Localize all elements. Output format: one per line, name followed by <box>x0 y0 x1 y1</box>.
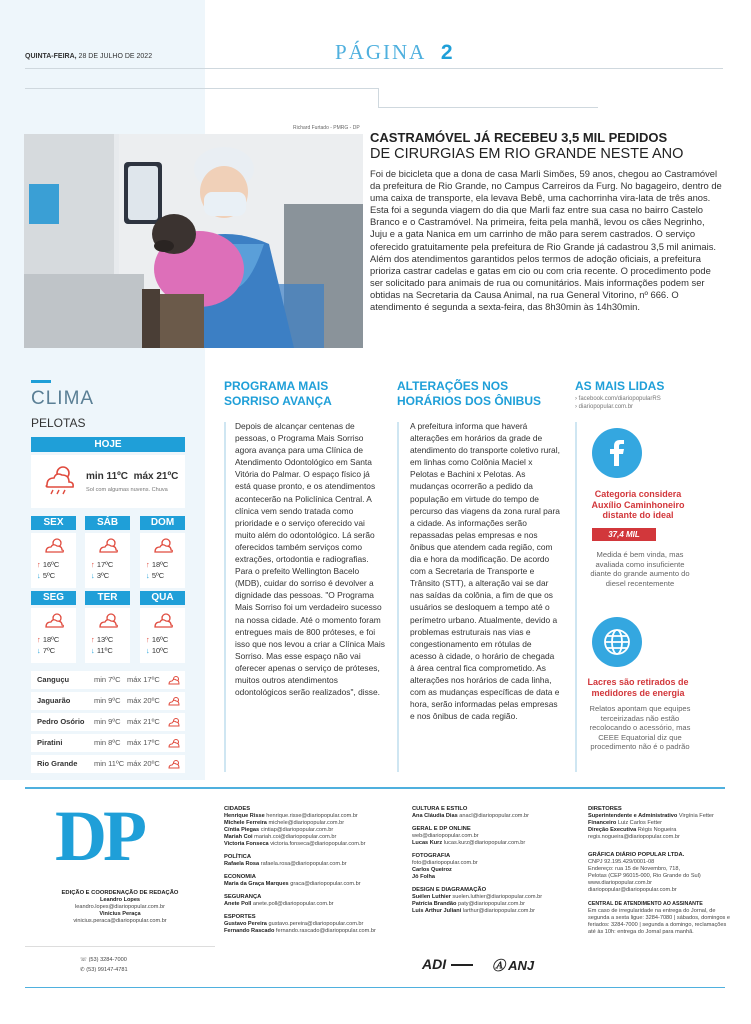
onibus-title: ALTERAÇÕES NOS HORÁRIOS DOS ÔNIBUS <box>397 379 542 408</box>
edition-date: QUINTA-FEIRA, 28 DE JULHO DE 2022 <box>25 53 153 60</box>
lead-title: CASTRAMÓVEL JÁ RECEBEU 3,5 MIL PEDIDOS <box>370 130 668 145</box>
phone-block: ☏ (53) 3284-7000 ✆ (53) 99147-4781 <box>80 957 128 973</box>
today-header: HOJE <box>31 437 185 452</box>
sun-cloud-icon <box>168 738 180 748</box>
day-max: ↑ 17ºC <box>91 560 114 569</box>
footer-contact: Victoria Fonseca victoria.fonseca@diariopopular.com.br <box>224 841 366 847</box>
grafica-line: www.diariopopular.com.br <box>588 880 653 886</box>
day-max: ↑ 13ºC <box>91 635 114 644</box>
column-rule <box>397 422 399 772</box>
grafica-line: diariopopular@diariopopular.com.br <box>588 887 677 893</box>
most-read-2-body: Relatos apontam que equipes terceirizadas não estão recolocando o acessório, mas CEEE Equatorial diz que procedimento não é o padrão <box>589 704 691 751</box>
lead-photo[interactable] <box>24 134 363 348</box>
footer-bottom-rule <box>25 987 725 988</box>
grafica-line: CNPJ 92.195.429/0001-08 <box>588 859 655 865</box>
lead-body: Foi de bicicleta que a dona de casa Marli Simões, 59 anos, chegou ao Castramóvel da prefeitura de Rio Grande, no Campus Carreiros da Furg. No bagageiro, dentro de uma caixa de transporte, ela levava Bebê, uma cachorrinha vira-lata de três anos. Esta foi a segunda viagem do dia que Marli faz entre sua casa no bairro Castelo Branco e o Castramóvel. Na primeira, feita pela manhã, levou os cães Negrinho, Juju e a gata Nanica em um carrinho de mão para serem castrados. O serviço oferecido gratuitamente pela prefeitura de Rio Grande já cadastrou 3,5 mil animais. Além dos atendimentos garantidos pelos termos de adoção oficiais, a prefeitura prioriza castrar cadelas e gatas em cio ou com cria recente. O procedimento pode ser solicitado para animais de rua ou comunitários. Mais informações podem ser obtidas na Secretaria da Causa Animal, na rua General Vitorino, nº 666. O atendimento é segunda a sexta-feira, das 8h30min às 14h30min. <box>370 168 722 313</box>
grafica-line: Endereço: rua 15 de Novembro, 718, <box>588 866 681 872</box>
rule <box>378 88 379 108</box>
forecast-day-header: SEG <box>31 591 76 605</box>
footer-contact: web@diariopopular.com.br <box>412 833 479 839</box>
day-min: ↓ 3ºC <box>91 571 110 580</box>
forecast-day-box <box>140 533 185 588</box>
director-line: Direção Executiva Régis Nogueira <box>588 827 677 833</box>
director-line: regis.nogueira@diariopopular.com.br <box>588 834 680 840</box>
footer-section-head: FOTOGRAFIA <box>412 853 451 859</box>
anj-logo: Ⓐ ANJ <box>492 958 535 973</box>
today-forecast <box>31 455 185 508</box>
footer-contact: Suélen Luthier suelen.luthier@diariopopular.com.br <box>412 894 543 900</box>
rule <box>25 88 379 89</box>
forecast-day-box <box>31 608 76 663</box>
section-accent <box>31 380 51 383</box>
city-min: min 7ºC <box>94 675 121 684</box>
city-min: min 8ºC <box>94 738 121 747</box>
director-line: Financeiro Luiz Carlos Fetter <box>588 820 663 826</box>
facebook-link[interactable]: › facebook.com/diariopopularRS <box>575 396 661 402</box>
footer-contact: Maria da Graça Marques graca@diariopopular.com.br <box>224 881 361 887</box>
most-read-1-title[interactable]: Categoria considera Auxílio Caminhoneiro distante do ideal <box>591 489 685 520</box>
sun-cloud-icon <box>43 537 65 555</box>
day-min: ↓ 5ºC <box>37 571 56 580</box>
page-indicator: PÁGINA 2 <box>335 40 455 64</box>
weather-city: PELOTAS <box>31 416 86 430</box>
forecast-day-header: TER <box>85 591 130 605</box>
sun-cloud-icon <box>168 759 180 769</box>
sun-cloud-icon <box>168 717 180 727</box>
city-min: min 11ºC <box>94 759 125 768</box>
day-min: ↓ 7ºC <box>37 646 56 655</box>
city-row <box>31 755 185 773</box>
footer-contact: Rafaela Rosa rafaela.rosa@diariopopular.com.br <box>224 861 347 867</box>
sorriso-body: Depois de alcançar centenas de pessoas, o Programa Mais Sorriso agora avança para uma Clínica de Atendimento Odontológico em Santa Vitória do Palmar. O espaço físico já está quase pronto, e os atendimentos acontecerão na Policlínica Central. A clínica vem sendo tratada como prioridade e o serviço oferecido vai muito além do odontológico. Lá serão oferecidos também serviços como extrações, ortodontia e radiografias. Para o prefeito Wellington Bacelo (MDB), cuidar do sorriso é devolver a dignidade das pessoas. "O Programa Mais Sorriso foi um verdadeiro sucesso na nossa cidade. Até o momento foram entregues mais de 800 próteses, e foi isso que nos levou a criar a Clínica Mais Sorriso. Mas esse espaço não vai oferecer apenas o serviço de próteses, muitos outros atendimentos odontológicos serão realizados", disse. <box>235 421 385 698</box>
city-row <box>31 692 185 710</box>
globe-icon <box>592 617 642 667</box>
today-max: máx 21ºC <box>133 471 179 482</box>
mais-lidas-title: AS MAIS LIDAS <box>575 379 665 393</box>
footer-section-head: CIDADES <box>224 806 251 812</box>
sun-cloud-icon <box>168 675 180 685</box>
column-rule <box>224 422 226 772</box>
footer-contact: Luis Arthur Juliani larthur@diariopopular.com.br <box>412 908 535 914</box>
day-min: ↓ 5ºC <box>146 571 165 580</box>
footer-contact: Henrique Risse henrique.risse@diariopopular.com.br <box>224 813 358 819</box>
facebook-icon <box>592 428 642 478</box>
divider <box>25 946 215 947</box>
footer-contact: Gustavo Pereira gustavo.pereira@diariopopular.com.br <box>224 921 364 927</box>
sun-cloud-icon <box>97 612 119 630</box>
weather-section-title: CLIMA <box>31 388 95 409</box>
vet-with-dog-illustration <box>24 134 363 348</box>
director-line: Superintendente e Administrativo Virgínia Fetter <box>588 813 714 819</box>
city-max: máx 21ºC <box>127 717 160 726</box>
most-read-2-title[interactable]: Lacres são retirados de medidores de energia <box>587 677 689 698</box>
footer-contact: Fernando Rascado fernando.rascado@diariopopular.com.br <box>224 928 376 934</box>
city-min: min 9ºC <box>94 717 121 726</box>
footer-section-head: CULTURA E ESTILO <box>412 806 468 812</box>
forecast-day-box <box>85 608 130 663</box>
city-max: máx 17ºC <box>127 738 160 747</box>
footer-section-head: SEGURANÇA <box>224 894 262 900</box>
day-max: ↑ 16ºC <box>37 560 60 569</box>
forecast-day-header: SEX <box>31 516 76 530</box>
sun-cloud-rain-icon <box>41 463 77 495</box>
day-max: ↑ 18ºC <box>146 560 169 569</box>
footer-contact: Lucas Kurz lucas.kurz@diariopopular.com.br <box>412 840 526 846</box>
day-min: ↓ 11ºC <box>91 646 113 655</box>
footer-section-head: POLÍTICA <box>224 854 252 860</box>
adi-logo: ADI <box>422 956 482 974</box>
city-row <box>31 713 185 731</box>
day-min: ↓ 10ºC <box>146 646 169 655</box>
sun-cloud-icon <box>152 537 174 555</box>
onibus-body: A prefeitura informa que haverá alterações em horários da grade de atendimento do transporte coletivo rural, em linhas como Colônia Maciel x Pelotas e Bachini x Pelotas. As mudanças ocorrerão a pedido da população em virtude do tempo de percurso das viagens da zona rural para a cidade. As informações serão repassadas pelas empresas e nos ônibus que atendem cada região, com dia e hora da modificação. De acordo com a Secretaria de Transporte e Trânsito (STT), a alteração vai se dar nas saídas da colônia, a fim de que os usuários se desloquem a tempo até o perímetro urbano. Atualmente, devido a problemas estruturais nas vias e congestionamento em rótulas de acesso à cidade, o horário de chegada à área central fica comprometido. As alterações nos horários de cada linha, com as mudanças específicas de data e hora, serão informadas pelas empresas e nos ônibus de cada região. <box>410 421 560 722</box>
views-badge: 37,4 MIL <box>592 528 656 541</box>
today-min: min 11ºC <box>86 471 129 482</box>
footer-contact: Mariah Coi mariah.coi@diariopopular.com.br <box>224 834 337 840</box>
grafica-line: Pelotas (CEP 96015-000, Rio Grande do Sul) <box>588 873 701 879</box>
city-name: Canguçu <box>37 675 70 684</box>
city-name: Jaguarão <box>37 696 71 705</box>
footer-diretores: DIRETORES Superintendente e Administrativo Virgínia Fetter Financeiro Luiz Carlos Fetter Direção Executiva Régis Nogueira regis.nogueira@diariopopular.com.br GRÁFICA DIÁRIO POPULAR LTDA. CNPJ 92.195.429/0001-08 Endereço: rua 15 de Novembro, 718, Pelotas (CEP 96015-000, Rio Grande do Sul) www.diariopopular.com.br diariopopular@diariopopular.com.br CENTRAL DE ATENDIMENTO AO ASSINANTE Em caso de irregularidade na entrega do Jornal, de segunda a sexta ligue: 3284-7080 | sábados, domingos e feriados: 3284-7000 | segunda a domingo, reclamações até às 10h: entrega do Jornal para manhã. <box>588 806 733 936</box>
footer-contact: Jô Folha <box>412 874 435 880</box>
footer-section-head: DESIGN E DIAGRAMAÇÃO <box>412 887 487 893</box>
lead-subtitle: DE CIRURGIAS EM RIO GRANDE NESTE ANO <box>370 146 684 162</box>
city-name: Rio Grande <box>37 759 78 768</box>
city-row <box>31 671 185 689</box>
forecast-day-header: SÁB <box>85 516 130 530</box>
forecast-day-box <box>140 608 185 663</box>
column-rule <box>575 422 577 772</box>
city-max: máx 20ºC <box>127 759 160 768</box>
city-name: Piratini <box>37 738 63 747</box>
forecast-day-header: QUA <box>140 591 185 605</box>
header-rule <box>25 68 723 69</box>
footer-contact: Ana Cláudia Dias anacl@diariopopular.com.br <box>412 813 529 819</box>
sun-cloud-icon <box>152 612 174 630</box>
footer-col-cidades <box>224 806 389 935</box>
site-link[interactable]: › diariopopular.com.br <box>575 404 634 410</box>
footer-contact: Patrícia Brandão paty@diariopopular.com.br <box>412 901 525 907</box>
city-min: min 9ºC <box>94 696 121 705</box>
city-max: máx 20ºC <box>127 696 160 705</box>
footer-contact: Michele Ferreira michele@diariopopular.com.br <box>224 820 345 826</box>
footer-contact: foto@diariopopular.com.br <box>412 860 478 866</box>
footer-col-cultura <box>412 806 577 915</box>
sorriso-title: PROGRAMA MAIS SORRISO AVANÇA <box>224 379 332 408</box>
today-description: Sol com algumas nuvens. Chuva <box>86 487 168 493</box>
city-row <box>31 734 185 752</box>
footer-section-head: GERAL E DP ONLINE <box>412 826 471 832</box>
dp-logo: DP <box>55 796 143 876</box>
footer-contact: Cíntia Piegas cintiap@diariopopular.com.br <box>224 827 334 833</box>
footer-contact: Carlos Queiroz <box>412 867 452 873</box>
edicao-block: EDIÇÃO E COORDENAÇÃO DE REDAÇÃO Leandro Lopes leandro.lopes@diariopopular.com.br Vinicius Peraça vinicius.peraca@diariopopular.com.br <box>61 890 179 924</box>
photo-credit: Richard Furtado - PMRG - DP <box>293 125 360 131</box>
sun-cloud-icon <box>97 537 119 555</box>
most-read-1-body: Medida é bem vinda, mas avaliada como insuficiente diante do grande aumento do diesel recentemente <box>590 550 690 588</box>
day-max: ↑ 16ºC <box>146 635 169 644</box>
sun-cloud-icon <box>168 696 180 706</box>
forecast-day-box <box>31 533 76 588</box>
footer-section-head: ESPORTES <box>224 914 256 920</box>
footer-contact: Anete Poll anete.poll@diariopopular.com.br <box>224 901 334 907</box>
forecast-day-header: DOM <box>140 516 185 530</box>
city-name: Pedro Osório <box>37 717 85 726</box>
lead-headline <box>370 130 730 162</box>
footer-section-head: ECONOMIA <box>224 874 256 880</box>
sun-cloud-icon <box>43 612 65 630</box>
footer-rule <box>25 787 725 789</box>
rule <box>378 107 598 108</box>
forecast-day-box <box>85 533 130 588</box>
day-max: ↑ 18ºC <box>37 635 60 644</box>
city-max: máx 17ºC <box>127 675 160 684</box>
